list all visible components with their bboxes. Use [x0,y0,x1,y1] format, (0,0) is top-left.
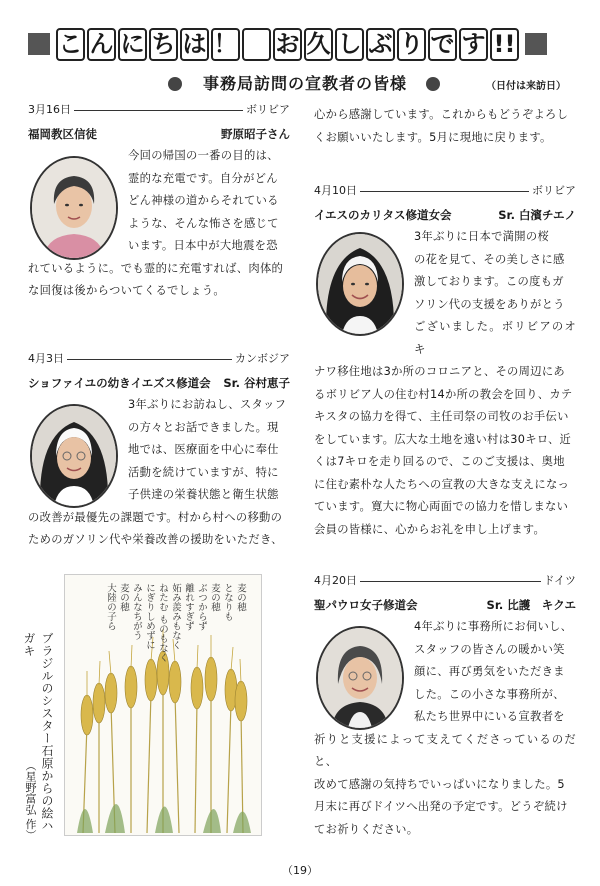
text-line: 月末に再びドイツへ出発の予定です。どうぞ続け [314,800,568,813]
poem-line: 麦の穂 [235,583,246,612]
banner-char: す [459,28,488,61]
poem-line: 麦の穂 [209,583,220,612]
portrait-photo [30,404,118,508]
section-subtitle: 事務局訪問の宣教者の皆様 [202,74,407,93]
text-line: ています。寛大に物心両面での協力を惜しまない [314,500,569,513]
text-line: ソリン代の支援をありがとう [414,297,565,311]
portrait-photo [316,626,404,730]
entry-header [28,103,290,117]
subtitle-row [0,72,600,96]
banner-char: !! [490,28,519,61]
text-line: スタッフの皆さんの暖かい笑 [414,642,565,656]
portrait-photo [316,232,404,336]
entry-header [28,352,290,366]
poem-line: 妬み羨みもなく [170,583,181,650]
text-line: どん神様の道からそれている [128,194,279,207]
text-line: 改めて感謝の気持ちでいっぱいになりました。5 [314,777,565,791]
text-line: した。この小さな事務所が、 [414,687,565,701]
entry-org: イエスのカリタス修道女会 [314,208,452,222]
postcard-caption: ブラジルのシスター石原からの絵ハガキ [22,632,54,832]
poem-line: となりも [222,583,233,621]
text-line: な回復は後からついてくるでしょう。 [28,284,225,297]
text-line: ございました。ボリビアのオキ [414,320,576,356]
text-line: 顔に、再び勇気をいただきま [414,665,565,678]
entry-date: 4月3日 [28,352,64,365]
entry-date: 3月16日 [28,103,71,116]
text-line: ような、そんな怖さを感じて [128,216,279,230]
entry-name-row [28,126,290,142]
banner-char: こ [56,28,85,61]
text-line: 3年ぶりに日本で満開の桜 [414,230,550,243]
text-line: 会員の皆様に、心からお礼を申し上げます。 [314,522,546,536]
text-line: るボリビア人の住む村14か所の教会を回り、カテ [314,387,573,401]
text-line: 霊的な充電です。自分がどん [128,171,278,185]
entry-org: ショファイユの幼きイエズス修道会 [28,376,211,390]
poem-line: ぶつからず [196,583,207,631]
text-line: の方々とお話できました。現 [128,420,279,434]
entry-date: 4月10日 [314,184,357,197]
poem-line: ねたむ ものもなく [157,583,168,663]
text-line: 地では、医療面を中心に奉仕 [128,443,279,456]
title-banner [28,22,576,66]
banner-char: に [118,28,147,61]
text-line: 激しております。この度もガ [414,275,564,288]
banner-char: ち [149,28,178,61]
text-line: くお願いいたします。5月に現地に戻ります。 [314,130,552,144]
text-line: ナワ移住地は3か所のコロニアと、その周辺にあ [314,365,566,378]
banner-char-blank [242,28,271,61]
entry-country: ボリビア [246,103,290,116]
postcard-author: （星野富弘 作） [24,760,37,841]
banner-square-right [525,33,547,55]
text-line: 活動を続けていますが、特に [128,465,279,479]
text-line: 3年ぶりにお訪ねし、スタッフ [128,398,287,411]
entry-person: Sr. 白濱チエノ [498,208,576,222]
entry-name-row [314,597,576,613]
text-line: キスタの協力を得て、主任司祭の司牧のお手伝い [314,410,569,423]
entry-name-row [28,375,290,391]
entry-org: 聖パウロ女子修道会 [314,598,418,612]
banner-square-left [28,33,50,55]
text-line: の改善が最優先の課題です。村から村への移動の [28,510,283,524]
text-line: います。日本中が大地震を恐 [128,239,278,252]
poem-text [104,583,247,703]
entry-person: Sr. 谷村恵子 [223,376,290,390]
text-line: ためのガソリン代や栄養改善の援助をいただき、 [28,533,283,546]
entry-header [314,574,576,588]
text-line: 今回の帰国の一番の目的は、 [128,149,279,162]
banner-char: お [273,28,302,61]
text-line: 子供達の栄養状態と衛生状態 [128,488,279,501]
text-line: 4年ぶりに事務所にお伺いし、 [414,620,573,633]
text-line: の花を見て、その美しさに感 [414,252,565,266]
banner-char: ん [87,28,116,61]
poem-line: 麦の穂 [118,583,129,612]
entry-person: Sr. 比護 キクエ [486,598,576,612]
text-line: れているように。でも霊的に充電すれば、肉体的 [28,261,284,275]
banner-char: は [180,28,209,61]
date-note: （日付は来訪日） [486,81,566,92]
wheat-painting-postcard [64,574,262,836]
text-line: 心から感謝しています。これからもどうぞよろし [314,108,569,121]
entry-country: ボリビア [532,184,576,197]
text-line: に住む素朴な人たちへの宣教の大きな支えになっ [314,477,570,491]
banner-char: り [397,28,426,61]
bullet-dot-right [426,77,440,91]
poem-line: にぎりしめずに [144,583,155,650]
entry-org: 福岡教区信徒 [28,127,97,141]
entry-country: カンボジア [235,352,290,365]
page-number: （19） [282,864,318,877]
text-line: 私たち世界中にいる宣教者を [414,710,565,723]
entry-name-row [314,207,576,223]
poem-line: 大陸の子ら [105,583,116,631]
poem-line: みんなちがう [131,583,142,640]
text-line: くは7キロを走り回るので、このご支援は、奥地 [314,455,565,468]
entry-header [314,184,576,198]
text-line: てお祈りください。 [314,822,419,836]
banner-char: し [335,28,364,61]
banner-char: で [428,28,457,61]
text-line: 祈りと支援によって支えてくださっているのだと、 [314,732,576,768]
portrait-photo [30,156,118,260]
text-line: をしています。広大な土地を遠い村は30キロ、近 [314,432,572,446]
entry-continuation [314,104,576,149]
bullet-dot-left [168,77,182,91]
entry-country: ドイツ [543,574,576,587]
poem-line: 離れすぎず [183,583,194,631]
banner-char: ！ [211,28,240,61]
banner-char: 久 [304,28,333,61]
entry-person: 野原昭子さん [221,127,290,141]
banner-char: ぶ [366,28,395,61]
entry-date: 4月20日 [314,574,357,587]
